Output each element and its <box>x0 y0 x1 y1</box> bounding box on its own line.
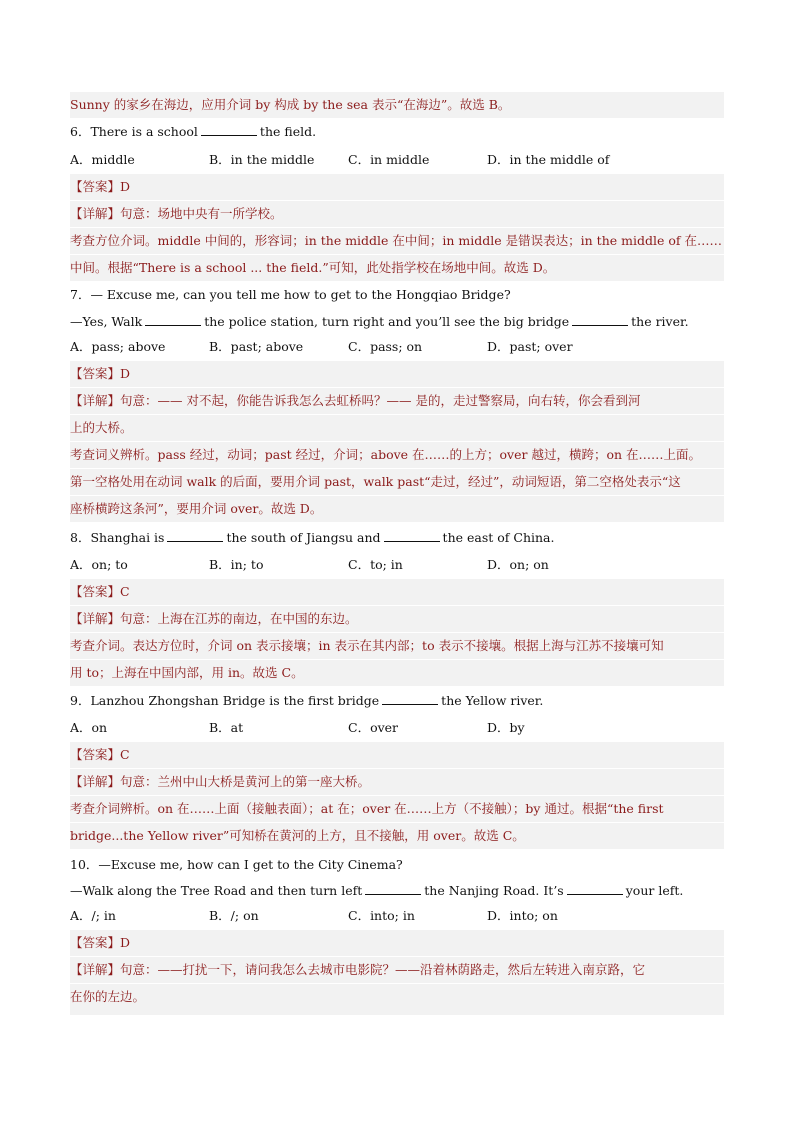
explanation-line: 【详解】句意：上海在江苏的南边，在中国的东边。 <box>70 606 724 632</box>
question-text: the Nanjing Road. It’s <box>424 883 564 898</box>
explanation-line: 【详解】句意：—— 对不起，你能告诉我怎么去虹桥吗？—— 是的，走过警察局，向右转，你会看到河 <box>70 388 724 414</box>
question-text: the river. <box>631 314 689 329</box>
explanation-line: 中间。根据“There is a school ... the field.”可知，此处指学校在场地中间。故选 D。 <box>70 255 724 281</box>
explanation-line: 考查介词辨析。on 在……上面（接触表面）；at 在；over 在……上方（不接触）；by 通过。根据“the first <box>70 796 724 822</box>
question-7-line-2 <box>70 309 724 335</box>
option-c: C．to; in <box>348 557 403 572</box>
option-c: C．over <box>348 720 399 735</box>
option-a: A．on <box>70 720 108 735</box>
option-b: B．at <box>209 720 244 735</box>
option-d: D．in the middle of <box>487 152 610 167</box>
option-c: C．into; in <box>348 908 415 923</box>
question-text: the east of China. <box>442 530 555 545</box>
question-9-options <box>70 715 724 741</box>
question-6 <box>70 119 724 145</box>
answer-blank <box>384 526 440 542</box>
explanation-line: 【详解】句意：兰州中山大桥是黄河上的第一座大桥。 <box>70 769 724 795</box>
explanation-line: 考查词义辨析。pass 经过，动词；past 经过，介词；above 在……的上方；over 越过，横跨；on 在……上面。 <box>70 442 724 468</box>
explanation-line: 用 to；上海在中国内部，用 in。故选 C。 <box>70 660 724 686</box>
option-a: A．middle <box>70 152 135 167</box>
answer-blank <box>572 310 628 326</box>
option-d: D．into; on <box>487 908 558 923</box>
question-6-options <box>70 147 724 173</box>
question-9 <box>70 688 724 714</box>
answer-blank <box>365 879 421 895</box>
question-text: your left. <box>625 883 684 898</box>
answer-blank <box>567 879 623 895</box>
explanation-line: Sunny 的家乡在海边，应用介词 by 构成 by the sea 表示“在海边”。故选 B。 <box>70 92 724 118</box>
question-text: the Yellow river. <box>441 693 544 708</box>
answer-line: 【答案】C <box>70 579 724 605</box>
explanation-line: 考查介词。表达方位时，介词 on 表示接壤；in 表示在其内部；to 表示不接壤。根据上海与江苏不接壤可知 <box>70 633 724 659</box>
option-d: D．by <box>487 720 525 735</box>
question-10-options <box>70 903 724 929</box>
explanation-line: bridge...the Yellow river”可知桥在黄河的上方，且不接触，用 over。故选 C。 <box>70 823 724 849</box>
question-10: 10．—Excuse me, how can I get to the City Cinema? <box>70 857 403 872</box>
answer-line: 【答案】D <box>70 174 724 200</box>
answer-blank <box>382 689 438 705</box>
option-a: A．on; to <box>70 557 128 572</box>
option-d: D．on; on <box>487 557 549 572</box>
answer-line: 【答案】C <box>70 742 724 768</box>
option-a: A．pass; above <box>70 339 166 354</box>
explanation-line: 【详解】句意：——打扰一下，请问我怎么去城市电影院？——沿着林荫路走，然后左转进入南京路，它 <box>70 957 724 983</box>
option-c: C．pass; on <box>348 339 423 354</box>
option-a: A．/; in <box>70 908 116 923</box>
question-text: —Yes, Walk <box>70 314 143 329</box>
question-text: 8．Shanghai is <box>70 530 165 545</box>
option-b: B．in the middle <box>209 152 315 167</box>
option-b: B．past; above <box>209 339 304 354</box>
option-b: B．/; on <box>209 908 259 923</box>
question-text: —Walk along the Tree Road and then turn left <box>70 883 363 898</box>
answer-line: 【答案】D <box>70 361 724 387</box>
answer-line: 【答案】D <box>70 930 724 956</box>
explanation-line: 座桥横跨这条河”，要用介词 over。故选 D。 <box>70 496 724 522</box>
explanation-line: 在你的左边。 <box>70 984 724 1015</box>
question-10-line-2 <box>70 878 724 904</box>
option-b: B．in; to <box>209 557 264 572</box>
option-c: C．in middle <box>348 152 430 167</box>
explanation-line: 【详解】句意：场地中央有一所学校。 <box>70 201 724 227</box>
explanation-line: 第一空格处用在动词 walk 的后面，要用介词 past，walk past“走过，经过”，动词短语，第二空格处表示“这 <box>70 469 724 495</box>
question-text: the field. <box>259 124 317 139</box>
question-text: 6．There is a school <box>70 124 198 139</box>
question-text: the south of Jiangsu and <box>226 530 381 545</box>
answer-blank <box>167 526 223 542</box>
question-8-options <box>70 552 724 578</box>
question-7-options <box>70 334 724 360</box>
question-text: 9．Lanzhou Zhongshan Bridge is the first bridge <box>70 693 380 708</box>
question-7: 7．— Excuse me, can you tell me how to get to the Hongqiao Bridge? <box>70 287 511 302</box>
explanation-line: 考查方位介词。middle 中间的，形容词；in the middle 在中间；in middle 是错误表达；in the middle of 在…… <box>70 228 724 254</box>
answer-blank <box>145 310 201 326</box>
question-8 <box>70 525 724 551</box>
explanation-line: 上的大桥。 <box>70 415 724 441</box>
option-d: D．past; over <box>487 339 573 354</box>
question-text: the police station, turn right and you’ll see the big bridge <box>204 314 570 329</box>
answer-blank <box>201 120 257 136</box>
